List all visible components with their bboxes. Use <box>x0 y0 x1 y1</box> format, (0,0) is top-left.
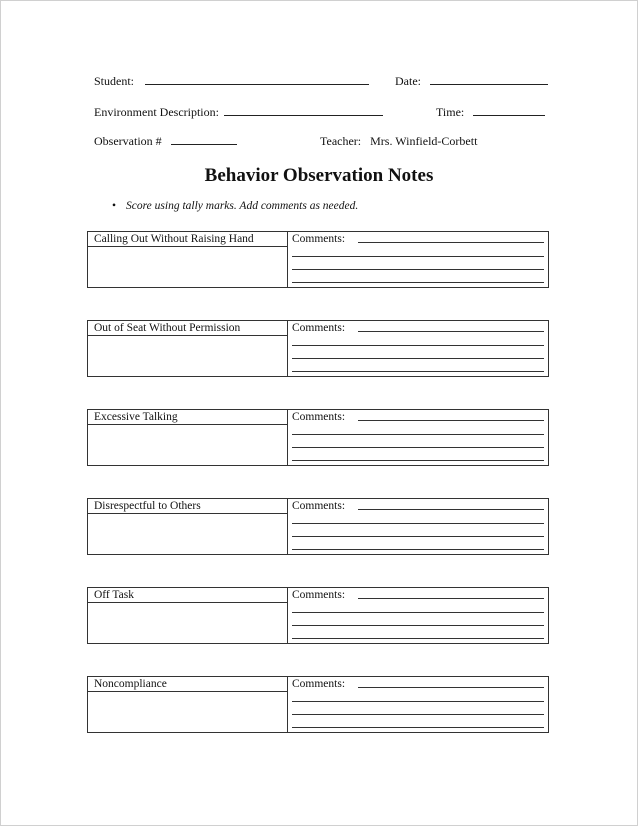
comments-section <box>288 321 548 376</box>
comments-label: Comments: <box>292 589 346 601</box>
comments-label: Comments: <box>292 233 346 245</box>
comment-line[interactable] <box>358 242 544 243</box>
environment-row <box>94 105 383 120</box>
behavior-box <box>87 231 549 288</box>
student-field[interactable] <box>145 74 369 85</box>
comment-line[interactable] <box>292 282 544 283</box>
teacher-row <box>320 134 477 149</box>
tally-area[interactable] <box>88 514 287 554</box>
comment-line[interactable] <box>292 269 544 270</box>
comment-line[interactable] <box>292 371 544 372</box>
teacher-label: Teacher: <box>320 134 362 148</box>
comments-label: Comments: <box>292 500 346 512</box>
comments-section <box>288 410 548 465</box>
date-field[interactable] <box>430 74 548 85</box>
teacher-name: Mrs. Winfield-Corbett <box>370 134 478 148</box>
comment-line[interactable] <box>292 536 544 537</box>
comment-line[interactable] <box>292 701 544 702</box>
tally-area[interactable] <box>88 425 287 465</box>
comment-line[interactable] <box>292 434 544 435</box>
comment-line[interactable] <box>358 420 544 421</box>
tally-section <box>88 410 288 465</box>
time-label: Time: <box>436 105 465 119</box>
tally-area[interactable] <box>88 336 287 376</box>
comment-line[interactable] <box>292 714 544 715</box>
comment-line[interactable] <box>292 358 544 359</box>
tally-area[interactable] <box>88 692 287 732</box>
student-row <box>94 74 369 89</box>
time-row <box>436 105 545 120</box>
comments-section <box>288 677 548 732</box>
comment-line[interactable] <box>358 509 544 510</box>
comment-line[interactable] <box>292 727 544 728</box>
environment-field[interactable] <box>224 105 383 116</box>
behavior-label: Excessive Talking <box>88 410 287 425</box>
comments-label: Comments: <box>292 411 346 423</box>
tally-section <box>88 232 288 287</box>
tally-area[interactable] <box>88 247 287 287</box>
time-field[interactable] <box>473 105 545 116</box>
tally-section <box>88 588 288 643</box>
tally-area[interactable] <box>88 603 287 643</box>
behavior-label: Calling Out Without Raising Hand <box>88 232 287 247</box>
behavior-box <box>87 676 549 733</box>
comment-line[interactable] <box>292 612 544 613</box>
tally-section <box>88 677 288 732</box>
comment-line[interactable] <box>292 625 544 626</box>
comment-line[interactable] <box>292 256 544 257</box>
observation-field[interactable] <box>171 134 237 145</box>
behavior-box <box>87 320 549 377</box>
behavior-box <box>87 409 549 466</box>
comments-section <box>288 232 548 287</box>
comments-label: Comments: <box>292 678 346 690</box>
behavior-label: Off Task <box>88 588 287 603</box>
comment-line[interactable] <box>292 345 544 346</box>
behavior-box <box>87 587 549 644</box>
date-row <box>395 74 548 89</box>
tally-section <box>88 321 288 376</box>
observation-row <box>94 134 237 149</box>
comment-line[interactable] <box>292 447 544 448</box>
comments-section <box>288 499 548 554</box>
bullet-icon: • <box>112 200 117 212</box>
comments-label: Comments: <box>292 322 346 334</box>
environment-label: Environment Description: <box>94 105 219 119</box>
date-label: Date: <box>395 74 421 88</box>
comment-line[interactable] <box>292 638 544 639</box>
comment-line[interactable] <box>358 598 544 599</box>
comment-line[interactable] <box>292 523 544 524</box>
observation-label: Observation # <box>94 134 162 148</box>
behavior-label: Out of Seat Without Permission <box>88 321 287 336</box>
behavior-label: Disrespectful to Others <box>88 499 287 514</box>
behavior-label: Noncompliance <box>88 677 287 692</box>
instruction <box>112 200 358 212</box>
comment-line[interactable] <box>358 687 544 688</box>
comment-line[interactable] <box>292 460 544 461</box>
comments-section <box>288 588 548 643</box>
instruction-text: Score using tally marks. Add comments as needed. <box>126 200 359 212</box>
student-label: Student: <box>94 74 135 88</box>
page-title: Behavior Observation Notes <box>204 165 434 186</box>
tally-section <box>88 499 288 554</box>
behavior-box <box>87 498 549 555</box>
comment-line[interactable] <box>358 331 544 332</box>
comment-line[interactable] <box>292 549 544 550</box>
